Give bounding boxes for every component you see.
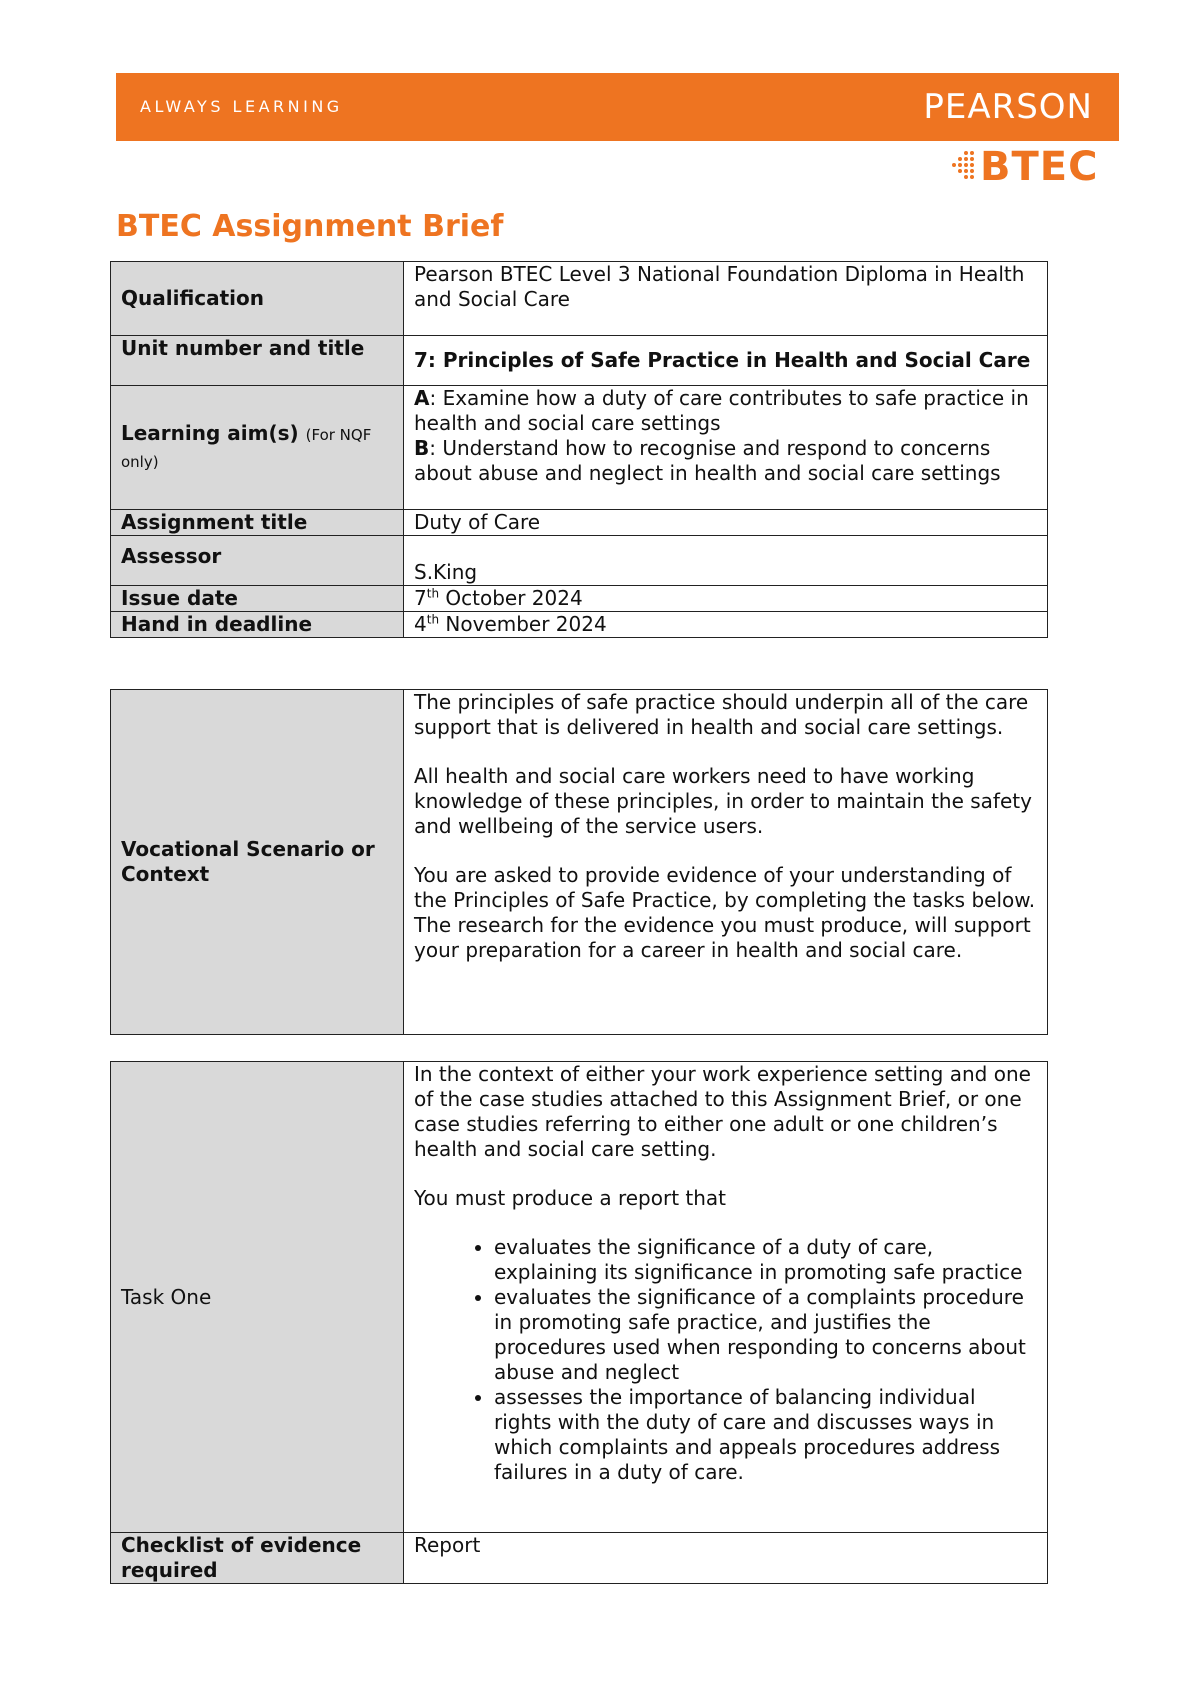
qualification-label: Qualification (111, 262, 404, 336)
aim-b-text: : Understand how to recognise and respond to concerns about abuse and neglect in health and social care settings (414, 436, 1001, 485)
assignment-title-label: Assignment title (111, 510, 404, 536)
aim-a-text: : Examine how a duty of care contributes to safe practice in health and social care settings (414, 386, 1029, 435)
unit-label: Unit number and title (111, 336, 404, 386)
scenario-paragraph-2: All health and social care workers need to have working knowledge of these principles, in order to maintain the safety and wellbeing of the service users. (414, 764, 1032, 838)
assessor-value: S.King (404, 536, 1048, 586)
task-one-value (404, 1062, 1048, 1533)
task-table (110, 1061, 1048, 1584)
task-bullet-list (414, 1235, 1037, 1485)
deadline-label: Hand in deadline (111, 612, 404, 638)
issue-date-row (111, 586, 1048, 612)
task-one-label: Task One (111, 1062, 404, 1533)
btec-logo (950, 144, 1098, 190)
btec-wordmark: BTEC (980, 144, 1099, 190)
aim-b (414, 436, 1037, 486)
learning-aims-row (111, 386, 1048, 510)
issue-day: 7 (414, 586, 427, 610)
task-bullet-1: • evaluates the significance of a duty of care, explaining its significance in promoting safe practice (494, 1235, 1037, 1285)
assessor-label: Assessor (111, 536, 404, 586)
learning-aims-value (404, 386, 1048, 510)
task-one-row (111, 1062, 1048, 1533)
qualification-row (111, 262, 1048, 336)
document-title: BTEC Assignment Brief (116, 209, 504, 244)
deadline-row (111, 612, 1048, 638)
learning-aims-note: (For NQF only) (121, 425, 372, 471)
deadline-rest: November 2024 (439, 612, 607, 636)
assignment-title-value: Duty of Care (404, 510, 1048, 536)
scenario-value (404, 690, 1048, 1035)
issue-suffix: th (426, 586, 440, 601)
scenario-paragraph-3: You are asked to provide evidence of your understanding of the Principles of Safe Practice, by completing the tasks below. The research for the evidence you must produce, will support your preparation for a career in health and social care. (414, 863, 1036, 962)
pearson-logo: PEARSON (923, 87, 1093, 127)
tagline: ALWAYS LEARNING (140, 97, 343, 116)
aim-a-key: A (414, 386, 430, 410)
brief-table (110, 261, 1048, 638)
learning-aims-label-text: Learning aim(s) (121, 420, 299, 445)
issue-date-label: Issue date (111, 586, 404, 612)
unit-value: 7: Principles of Safe Practice in Health and Social Care (404, 336, 1048, 386)
deadline-day: 4 (414, 612, 427, 636)
aim-a (414, 386, 1037, 436)
scenario-paragraph-1: The principles of safe practice should underpin all of the care support that is delivered in health and social care settings. (414, 690, 1029, 739)
unit-row (111, 336, 1048, 386)
deadline-suffix: th (426, 612, 440, 627)
task-bullet-2: • evaluates the significance of a complaints procedure in promoting safe practice, and justifies the procedures used when responding to concerns about abuse and neglect (494, 1285, 1037, 1385)
issue-rest: October 2024 (439, 586, 583, 610)
report-intro: You must produce a report that (414, 1186, 727, 1210)
btec-dots-icon (950, 149, 976, 185)
scenario-table (110, 689, 1048, 1035)
scenario-label: Vocational Scenario or Context (111, 690, 404, 1035)
scenario-row (111, 690, 1048, 1035)
header-banner (116, 73, 1119, 141)
qualification-value: Pearson BTEC Level 3 National Foundation Diploma in Health and Social Care (404, 262, 1048, 336)
assignment-title-row (111, 510, 1048, 536)
checklist-row (111, 1533, 1048, 1584)
learning-aims-label (111, 386, 404, 510)
task-bullet-3: • assesses the importance of balancing individual rights with the duty of care and discusses ways in which complaints and appeals procedures address failures in a duty of care. (494, 1385, 1037, 1485)
issue-date-value (404, 586, 1048, 612)
task-intro: In the context of either your work experience setting and one of the case studies attached to this Assignment Brief, or one case studies referring to either one adult or one children’s health and social care setting. (414, 1062, 1031, 1161)
checklist-label: Checklist of evidence required (111, 1533, 404, 1584)
assessor-row (111, 536, 1048, 586)
aim-b-key: B (414, 436, 430, 460)
deadline-value (404, 612, 1048, 638)
checklist-value: Report (404, 1533, 1048, 1584)
